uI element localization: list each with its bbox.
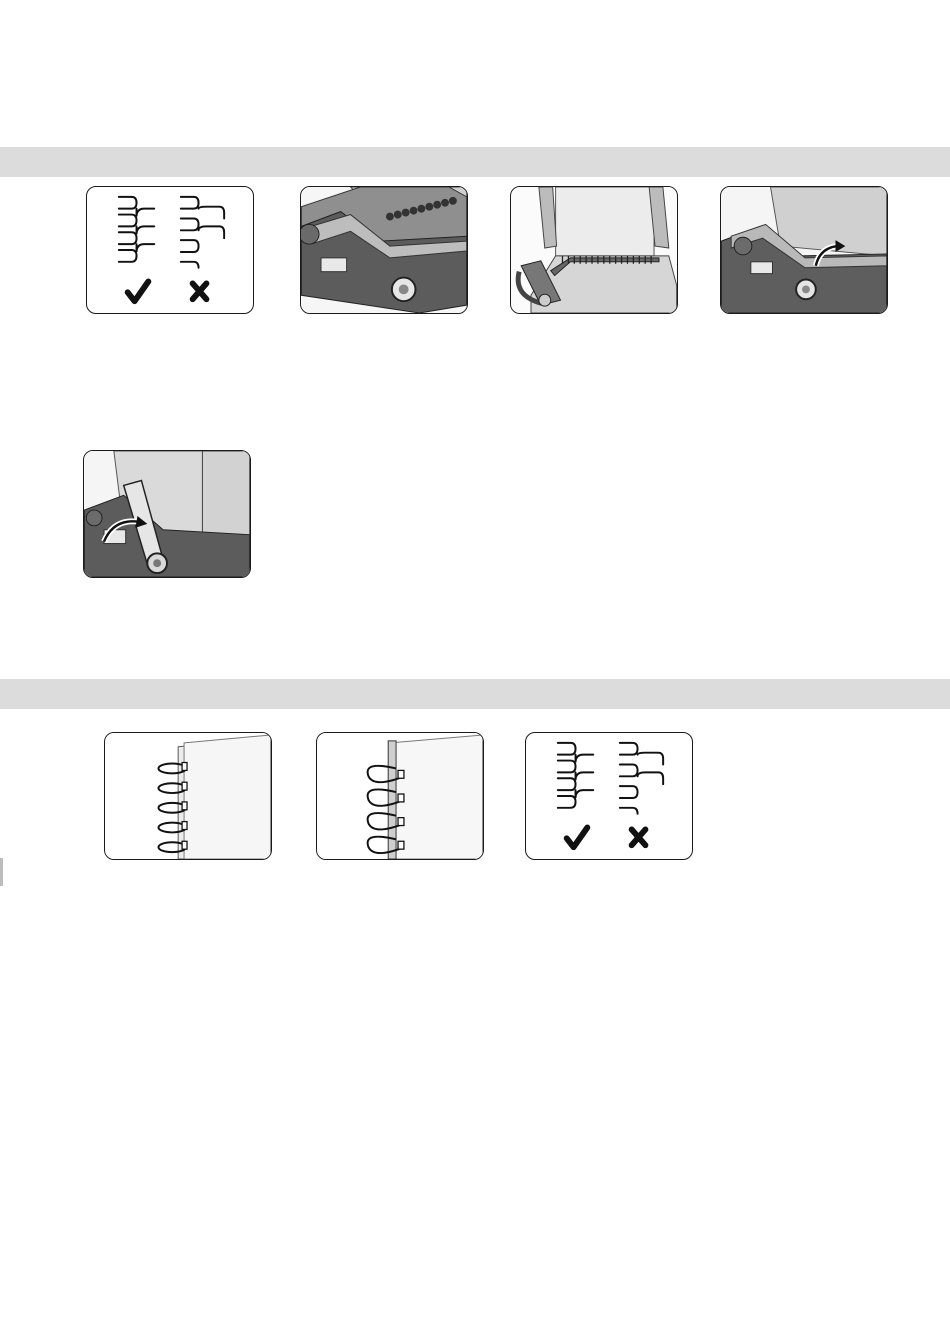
figure-comb-alignment-check-2 (525, 732, 693, 860)
page-edge-mark (0, 858, 3, 886)
section-2-band (0, 679, 950, 709)
section-1-band (0, 147, 950, 177)
figure-comb-alignment-check-1 (86, 186, 254, 314)
figure-coil-spine-close-up (316, 732, 484, 860)
figure-binder-with-comb-loaded (510, 186, 678, 314)
cross-mark-icon (632, 829, 646, 845)
figure-lever-rotate-arrow (720, 186, 888, 314)
figure-lever-pull-arrow (83, 450, 251, 578)
figure-binder-opening-mechanism (300, 186, 468, 314)
check-mark-icon (567, 828, 588, 848)
figure-bound-document-side-view (104, 732, 272, 860)
check-mark-icon (128, 282, 149, 302)
cross-mark-icon (193, 283, 207, 299)
